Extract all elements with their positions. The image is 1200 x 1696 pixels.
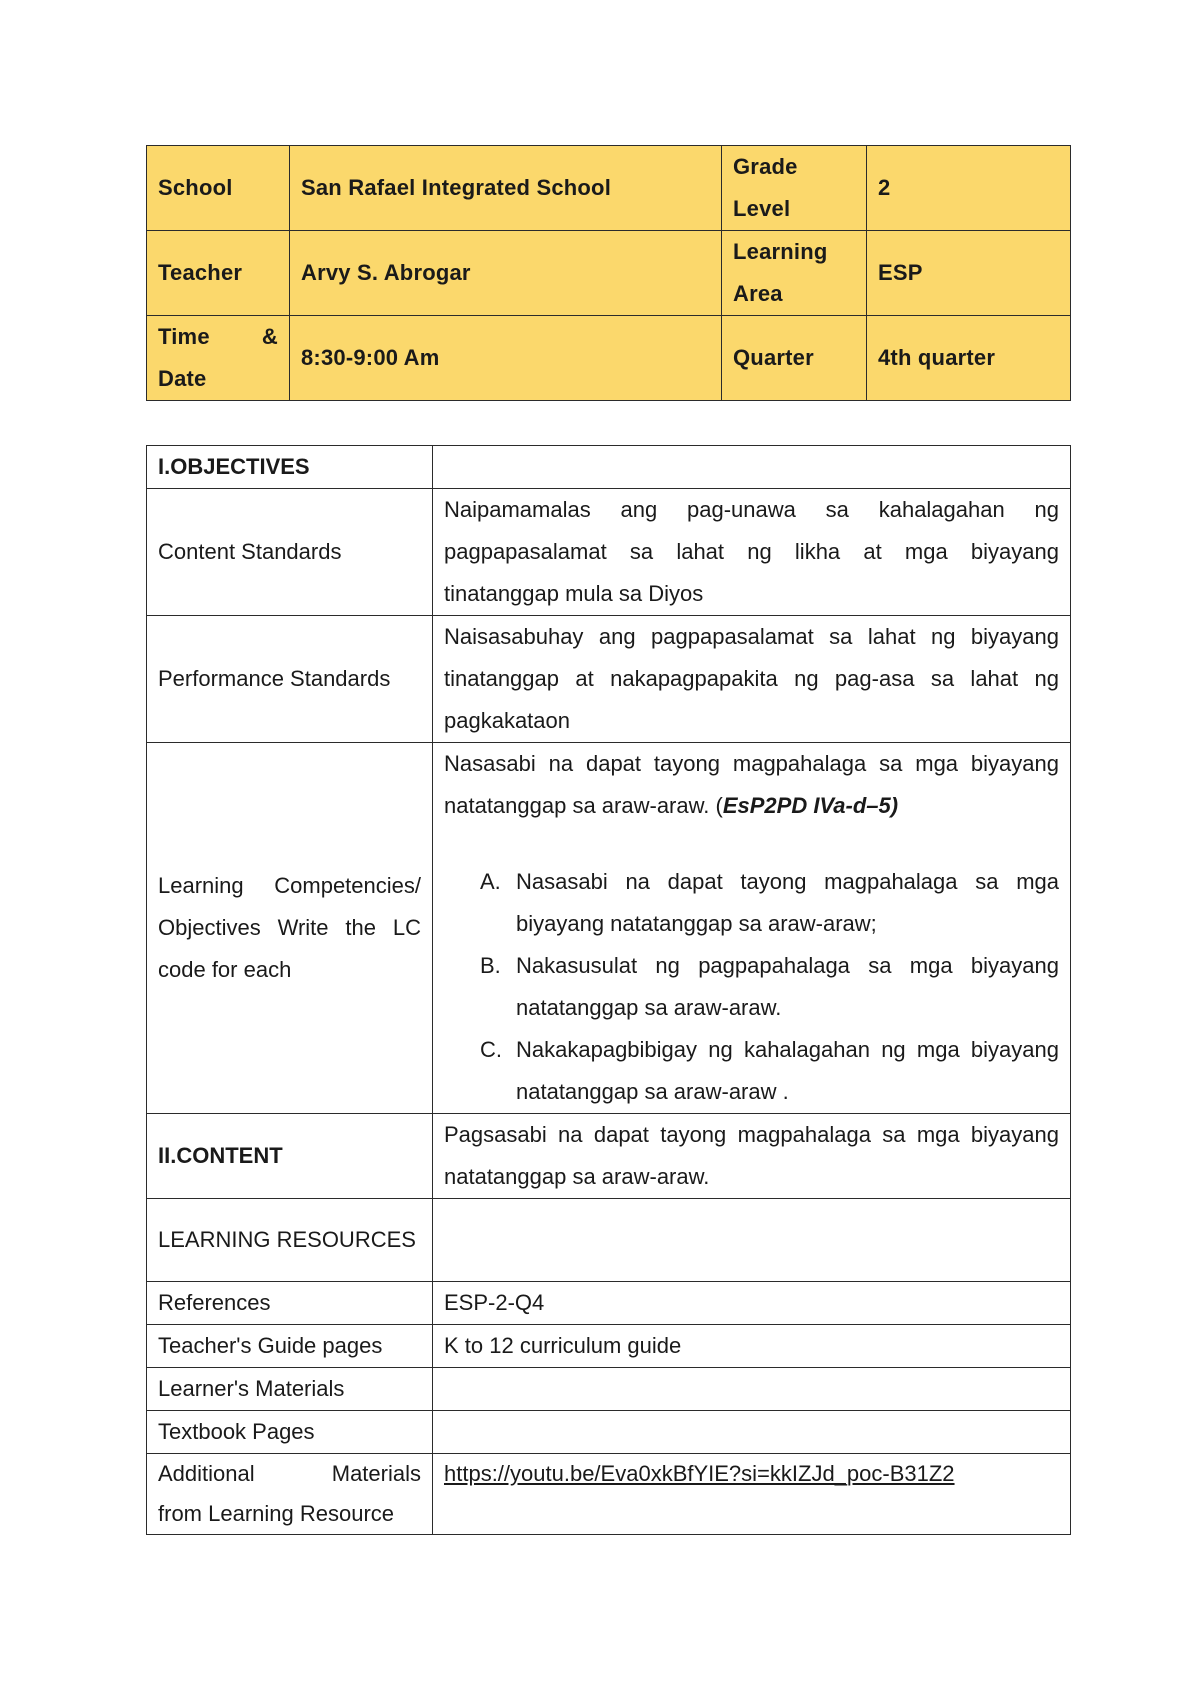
learners-materials-row: [147, 1368, 1071, 1411]
grade-label-line1: Grade: [733, 154, 798, 179]
competencies-label: Learning Competencies/ Objectives Write the LC code for each: [147, 743, 433, 1114]
competency-text: Nakakapagbibigay ng kahalagahan ng mga biyayang natatanggap sa araw-araw .: [516, 1037, 1059, 1104]
header-row-school: [147, 146, 1071, 231]
competency-text: Nakasusulat ng pagpapahalaga sa mga biyayang natatanggap sa araw-araw.: [516, 953, 1059, 1020]
competencies-intro: Nasasabi na dapat tayong magpahalaga sa mga biyayang natatanggap sa araw-araw. (: [444, 751, 1059, 818]
learning-resources-heading: LEARNING RESOURCES: [147, 1199, 433, 1282]
competencies-list: [444, 861, 1059, 1113]
references-label: References: [147, 1282, 433, 1325]
competency-letter: B.: [480, 953, 501, 978]
additional-materials-row: [147, 1454, 1071, 1535]
additional-materials-label: [147, 1454, 433, 1535]
additional-label-line1: [158, 1454, 421, 1494]
competency-text: Nasasabi na dapat tayong magpahalaga sa mga biyayang natatanggap sa araw-araw;: [516, 869, 1059, 936]
competency-item: [444, 945, 1059, 1029]
content-standards-label: Content Standards: [147, 489, 433, 616]
learning-resources-row: [147, 1199, 1071, 1282]
competency-item: [444, 1029, 1059, 1113]
additional-label-line2: from Learning Resource: [158, 1501, 395, 1526]
teacher-label: Teacher: [147, 231, 290, 316]
time-label-line1: [158, 316, 278, 358]
learners-materials-value: [433, 1368, 1071, 1411]
performance-standards-value: Naisasabuhay ang pagpapasalamat sa lahat ng biyayang tinatanggap at nakapagpapakita ng pag-asa sa lahat ng pagkakataon: [433, 616, 1071, 743]
textbook-pages-row: [147, 1411, 1071, 1454]
performance-standards-row: [147, 616, 1071, 743]
competencies-code: EsP2PD IVa-d–5): [722, 793, 899, 818]
school-value: San Rafael Integrated School: [290, 146, 722, 231]
objectives-heading-row: [147, 446, 1071, 489]
additional-label-word1: Additional: [158, 1461, 255, 1486]
content-heading: II.CONTENT: [147, 1114, 433, 1199]
time-value: 8:30-9:00 Am: [290, 316, 722, 401]
teachers-guide-label: Teacher's Guide pages: [147, 1325, 433, 1368]
time-date-label: [147, 316, 290, 401]
time-label-word2: &: [261, 324, 278, 349]
learning-resources-empty: [433, 1199, 1071, 1282]
competency-letter: A.: [480, 869, 501, 894]
competencies-row: [147, 743, 1071, 1114]
competency-item: [444, 861, 1059, 945]
header-row-time: [147, 316, 1071, 401]
textbook-pages-value: [433, 1411, 1071, 1454]
learning-area-label-line2: Area: [733, 281, 783, 306]
references-value: ESP-2-Q4: [433, 1282, 1071, 1325]
header-table: [146, 145, 1071, 401]
objectives-heading: I.OBJECTIVES: [147, 446, 433, 489]
references-row: [147, 1282, 1071, 1325]
teachers-guide-value: K to 12 curriculum guide: [433, 1325, 1071, 1368]
grade-label-line2: Level: [733, 196, 791, 221]
school-label: School: [147, 146, 290, 231]
content-value: Pagsasabi na dapat tayong magpahalaga sa mga biyayang natatanggap sa araw-araw.: [433, 1114, 1071, 1199]
competencies-statement: [444, 743, 1059, 827]
additional-materials-value-cell: [433, 1454, 1071, 1535]
learning-area-label-line1: Learning: [733, 239, 828, 264]
time-label-line2: Date: [158, 366, 207, 391]
header-row-teacher: [147, 231, 1071, 316]
competencies-cell: [433, 743, 1071, 1114]
lesson-table: [146, 445, 1071, 1535]
performance-standards-label: Performance Standards: [147, 616, 433, 743]
content-standards-value: Naipamamalas ang pag-unawa sa kahalagahan ng pagpapasalamat sa lahat ng likha at mga biyayang tinatanggap mula sa Diyos: [433, 489, 1071, 616]
additional-label-word2: Materials: [331, 1461, 421, 1486]
youtube-link[interactable]: https://youtu.be/Eva0xkBfYIE?si=kkIZJd_poc-B31Z2: [444, 1461, 955, 1486]
time-label-word1: Time: [158, 324, 210, 349]
quarter-label: Quarter: [722, 316, 867, 401]
learning-area-value: ESP: [867, 231, 1071, 316]
content-row: [147, 1114, 1071, 1199]
grade-level-label: [722, 146, 867, 231]
grade-value: 2: [867, 146, 1071, 231]
competency-letter: C.: [480, 1037, 502, 1062]
content-standards-row: [147, 489, 1071, 616]
objectives-heading-empty: [433, 446, 1071, 489]
teacher-value: Arvy S. Abrogar: [290, 231, 722, 316]
teachers-guide-row: [147, 1325, 1071, 1368]
learning-area-label: [722, 231, 867, 316]
learners-materials-label: Learner's Materials: [147, 1368, 433, 1411]
textbook-pages-label: Textbook Pages: [147, 1411, 433, 1454]
quarter-value: 4th quarter: [867, 316, 1071, 401]
